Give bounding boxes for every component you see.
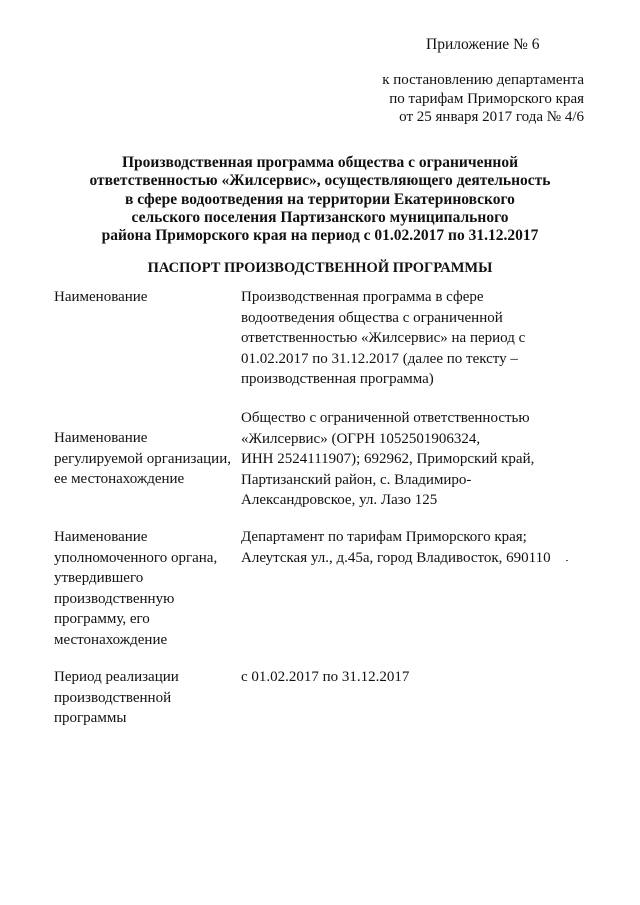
scan-speck: [566, 560, 568, 561]
appendix-line: к постановлению департамента: [382, 72, 584, 88]
appendix-title: Приложение № 6: [426, 36, 540, 53]
label-line: уполномоченного органа,: [54, 549, 218, 566]
label-line: утвердившего: [54, 570, 144, 586]
label-line: программы: [54, 710, 127, 726]
row-value-authority: [241, 527, 551, 568]
value-line: «Жилсервис» (ОГРН 1052501906324,: [241, 430, 481, 447]
title-line: сельского поселения Партизанского муниципального: [131, 208, 509, 226]
value-line: Департамент по тарифам Приморского края;: [241, 529, 527, 545]
label-line: Наименование: [54, 529, 148, 545]
title-line: в сфере водоотведения на территории Екатериновского: [125, 190, 515, 208]
label-line: регулируемой организации,: [54, 450, 231, 467]
value-line: ответственностью «Жилсервис» на период с: [241, 330, 526, 346]
row-value-name: [241, 287, 525, 390]
row-label-period: [54, 667, 179, 729]
row-label-name: [54, 287, 147, 308]
row-value-period: [241, 667, 409, 688]
label-line: программу, его: [54, 611, 150, 627]
title-line: Производственная программа общества с ограниченной: [121, 154, 519, 171]
label-line: ее местонахождение: [54, 471, 185, 487]
appendix-line: от 25 января 2017 года № 4/6: [399, 109, 584, 125]
value-line: Производственная программа в сфере: [241, 289, 484, 305]
value-line: 01.02.2017 по 31.12.2017 (далее по тексту –: [241, 350, 518, 367]
row-label-organization: [54, 428, 231, 490]
value-line: производственная программа): [241, 371, 434, 387]
appendix-reference: [382, 71, 584, 127]
label-line: производственную: [54, 590, 175, 607]
title-line: ответственностью «Жилсервис», осуществляющего деятельность: [89, 172, 551, 190]
value-line: Общество с ограниченной ответственностью: [241, 410, 530, 426]
label-line: Наименование: [54, 430, 148, 446]
value-line: Партизанский район, с. Владимиро-: [241, 471, 472, 488]
value-line: Александровское, ул. Лазо 125: [241, 492, 438, 508]
label-line: местонахождение: [54, 631, 168, 648]
value-line: водоотведения общества с ограниченной: [241, 309, 503, 326]
document-title: [60, 154, 580, 245]
label-line: Наименование: [54, 289, 148, 305]
row-value-organization: [241, 408, 534, 511]
value-line: с 01.02.2017 по 31.12.2017: [241, 669, 410, 685]
title-line: района Приморского края на период с 01.02.2017 по 31.12.2017: [101, 227, 539, 245]
label-line: Период реализации: [54, 669, 179, 685]
appendix-line: по тарифам Приморского края: [389, 90, 584, 107]
label-line: производственной: [54, 689, 172, 706]
row-label-authority: [54, 527, 217, 650]
value-line: Алеутская ул., д.45а, город Владивосток, 690110: [241, 549, 551, 566]
passport-heading: ПАСПОРТ ПРОИЗВОДСТВЕННОЙ ПРОГРАММЫ: [147, 260, 493, 276]
value-line: ИНН 2524111907); 692962, Приморский край,: [241, 451, 535, 467]
